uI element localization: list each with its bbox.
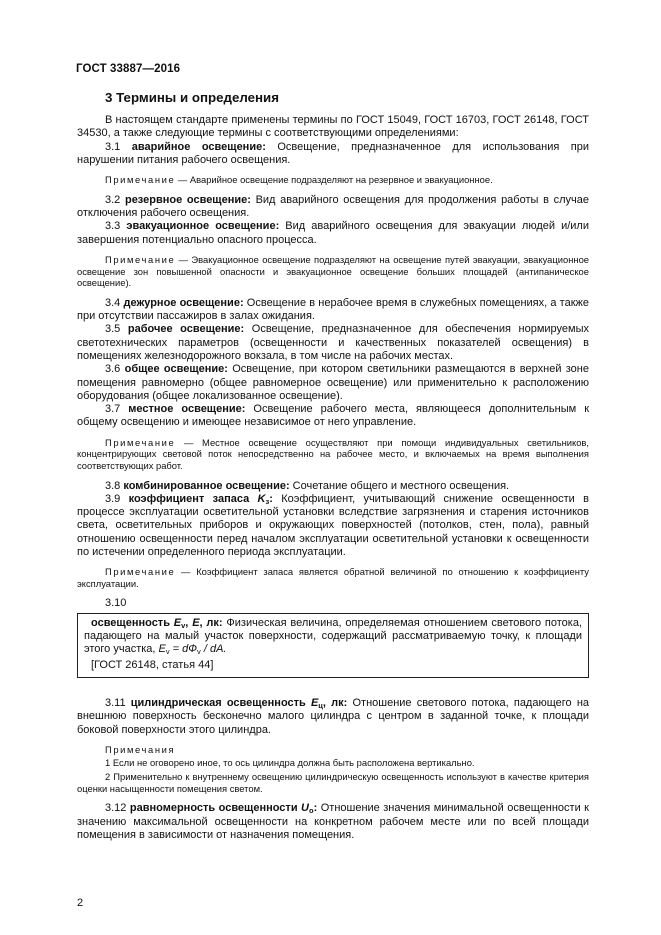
note-label: Примечание	[105, 174, 176, 186]
term-definition: Отношение светового потока, падающего на внешнюю поверхность бесконечно малого цилиндра с центром в заданной точке, к площади боковой поверхности этого цилиндра.	[77, 696, 590, 736]
term-symbol: U	[301, 802, 309, 815]
term-number: 3.7	[105, 403, 121, 416]
term-definition: Коэффициент, учитывающий снижение освещенности в процессе эксплуатации осветительной установки вследствие загрязнения и старения источников света, осветительных приборов и окружающих поверхностей (потолков, стен, пола), равный отношению освещенности перед началом эксплуатации осветительной установки к освещенности по истечении определенного периода эксплуатации.	[77, 492, 589, 558]
formula-e-subscript: v	[165, 647, 170, 657]
term-3-11	[77, 697, 589, 737]
note-3-1	[77, 174, 589, 186]
section-title: 3 Термины и определения	[105, 90, 279, 105]
document-code-header: ГОСТ 33887—2016	[76, 63, 181, 75]
term-3-6	[77, 363, 589, 403]
term-name: рабочее освещение:	[127, 323, 245, 336]
term-name: резервное освещение:	[124, 193, 251, 206]
term-definition: Освещение рабочего места, являющееся дополнительным к общему освещению и имеющее независимое от него управление.	[77, 403, 590, 429]
term-symbol: E	[310, 696, 319, 709]
term-name: коэффициент запаса	[128, 492, 258, 505]
term-definition: Освещение, предназначенное для использования при нарушении питания рабочего освещения.	[77, 140, 589, 166]
formula-phi-subscript: v	[197, 647, 201, 657]
note-text: — Коэффициент запаса является обратной величиной по отношению к коэффициенту эксплуатации.	[77, 566, 589, 589]
formula-phi: Ф	[188, 643, 198, 656]
term-name: цилиндрическая освещенность	[130, 696, 311, 709]
term-colon: :	[313, 802, 318, 815]
formula-end: / dA.	[200, 643, 227, 656]
term-number: 3.3	[105, 220, 121, 233]
term-number: 3.4	[105, 296, 121, 309]
note-3-11-item-2: 2 Применительно к внутреннему освещению цилиндрическую освещенность используют в качестве критерия оценки насыщенности помещения светом.	[77, 771, 589, 794]
term-symbol: K	[257, 492, 266, 505]
note-3-7	[77, 437, 589, 472]
term-name: эвакуационное освещение:	[126, 220, 280, 233]
note-label: Примечание	[105, 436, 176, 448]
term-symbol-e: E	[192, 616, 200, 629]
term-definition: Вид аварийного освещения для продолжения работы в случае отключения рабочего освещения.	[77, 193, 589, 220]
term-name: освещенность	[91, 616, 174, 629]
term-3-1	[77, 141, 589, 168]
note-label: Примечание	[105, 253, 176, 265]
term-name: аварийное освещение:	[131, 140, 266, 153]
term-name: местное освещение:	[128, 403, 246, 416]
term-number-3-10: 3.10	[105, 597, 127, 610]
source-reference: [ГОСТ 26148, статья 44]	[91, 658, 214, 671]
note-text: — Эвакуационное освещение подразделяют на освещение путей эвакуации, эвакуационное освещение зон повышенной опасности и эвакуационное освещение больших площадей (антипаническое освещение).	[77, 253, 589, 289]
term-definition: Физическая величина, определяемая отношением светового потока, падающего на малый участок поверхности, содержащий рассматриваемую точку, к площади этого участка,	[84, 616, 582, 656]
term-name: общее освещение:	[124, 363, 228, 376]
term-3-7	[77, 403, 589, 430]
note-text: — Аварийное освещение подразделяют на резервное и эвакуационное.	[175, 174, 493, 186]
term-definition: Освещение в нерабочее время в служебных помещениях, а также при отсутствии пассажиров в залах ожидания.	[77, 296, 589, 323]
term-number: 3.6	[105, 363, 121, 376]
term-symbol-ev-subscript: v	[181, 620, 186, 630]
term-definition: Отношение значения минимальной освещенности к значению максимальной освещенности на конкретном рабочем месте или по всей площади помещения в зависимости от назначения помещения.	[77, 802, 589, 841]
notes-label: Примечания	[105, 743, 176, 755]
note-label: Примечание	[105, 566, 176, 578]
term-number: 3.1	[105, 140, 121, 153]
term-name: комбинированное освещение:	[123, 479, 290, 492]
quoted-term-box-3-10	[77, 613, 589, 678]
note-3-11-item-1: 1 Если не оговорено иное, то ось цилиндра должна быть расположена вертикально.	[105, 757, 475, 769]
term-definition: Вид аварийного освещения для эвакуации людей и/или завершения потенциально опасного процесса.	[77, 220, 589, 246]
term-definition: Освещение, предназначенное для обеспечения нормируемых светотехнических параметров (освещенности и качественных показателей освещения) в помещениях железнодорожного вокзала, в том числе на рабочих местах.	[77, 323, 589, 362]
term-number: 3.5	[105, 323, 121, 336]
term-definition: Освещение, при котором светильники размещаются в верхней зоне помещения равномерно (общее равномерное освещение) или применительно к расположению оборудования (общее локализованное освещение).	[77, 363, 589, 402]
intro-paragraph: В настоящем стандарте применены термины по ГОСТ 15049, ГОСТ 16703, ГОСТ 26148, ГОСТ 34530, а также следующие термины с соответствующими определениями:	[77, 114, 589, 140]
formula-e: E	[158, 643, 166, 656]
term-3-8	[77, 480, 589, 493]
term-3-12	[77, 802, 589, 842]
term-name: дежурное освещение:	[123, 296, 244, 309]
term-symbol-subscript: ц	[318, 700, 323, 710]
term-symbol-subscript: o	[309, 806, 314, 816]
term-separator: ,	[185, 616, 193, 629]
term-3-9	[77, 493, 589, 559]
term-name: равномерность освещенности	[129, 802, 302, 815]
document-body	[77, 90, 589, 842]
term-symbol-ev: E	[173, 616, 182, 629]
term-unit: , лк:	[322, 696, 348, 709]
term-unit: , лк:	[199, 616, 223, 629]
term-3-3	[77, 220, 589, 247]
term-colon: :	[269, 492, 273, 505]
term-3-2	[77, 194, 589, 221]
term-number: 3.2	[105, 193, 121, 206]
note-3-3	[77, 254, 589, 289]
term-number: 3.12	[105, 802, 127, 815]
term-definition: Сочетание общего и местного освещения.	[289, 479, 510, 492]
note-3-9	[77, 566, 589, 589]
term-3-10	[84, 617, 582, 657]
notes-3-11-label	[77, 744, 589, 756]
term-symbol-subscript: з	[265, 496, 270, 506]
term-number: 3.8	[105, 479, 121, 492]
term-number: 3.9	[105, 492, 121, 505]
term-3-4	[77, 297, 589, 324]
note-text: — Местное освещение осуществляют при помощи индивидуальных светильников, концентрирующих световой поток непосредственно на рабочее место, и включаемых на время выполнения соответствующих работ.	[77, 436, 589, 471]
term-number: 3.11	[105, 696, 126, 709]
formula-mid: = d	[169, 643, 189, 656]
term-3-5	[77, 323, 589, 363]
page-number: 2	[77, 897, 84, 909]
